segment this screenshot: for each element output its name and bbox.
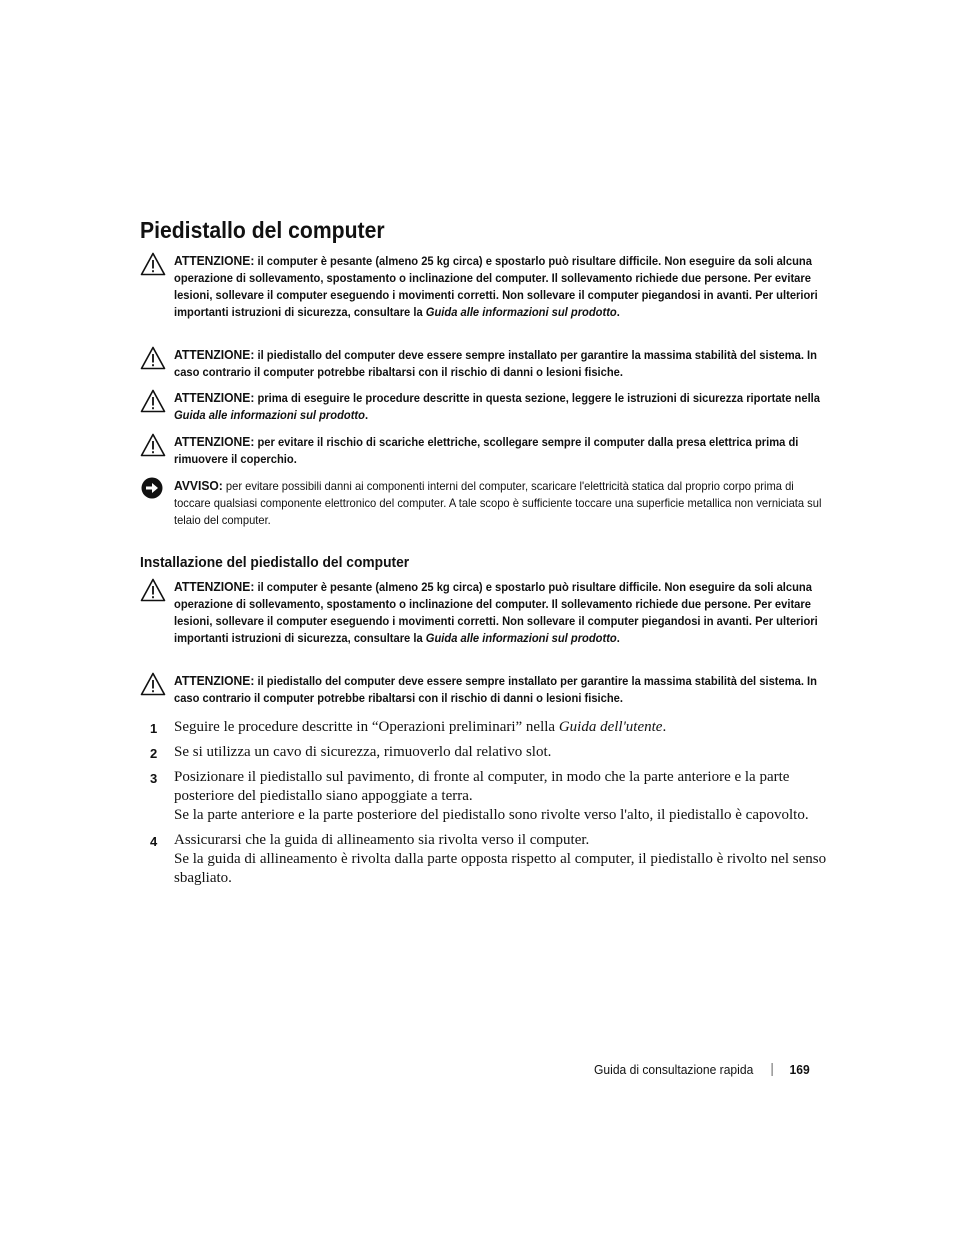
note-reference: Guida alle informazioni sul prodotto [425,631,617,645]
note-label: ATTENZIONE: [174,347,255,362]
note-text: ATTENZIONE: il computer è pesante (almeno 25 kg circa) e spostarlo può risultare difficile. Non eseguire da soli alcuna operazione di sollevamento, spostamento o inclinazione del computer. Il sollevamento richiede due persone. Per evitare lesioni, sollevare il computer eseguendo i movimenti corretti. Non sollevare il computer piegandosi in avanti. Per ulteriori importanti istruzioni di sicurezza, consultare la Guida alle informazioni sul prodotto. [174,253,818,319]
page-footer [594,1061,810,1079]
step-item [140,768,830,825]
step-number: 4 [150,834,158,849]
note-reference: Guida alle informazioni sul prodotto [425,305,617,319]
step-text: Assicurarsi che la guida di allineamento sia rivolta verso il computer. Se la guida di allineamento è rivolta dalla parte opposta rispetto al computer, il piedistallo è rivolto nel senso sbagliato. [174,831,834,888]
step-number: 3 [150,771,158,786]
note-label: ATTENZIONE: [174,434,255,449]
note-label: ATTENZIONE: [174,579,255,594]
footer-divider [772,1063,773,1076]
warning-triangle-icon [140,252,166,276]
warning-triangle-icon [140,433,166,457]
step-item [140,831,830,888]
note-text [174,346,825,381]
warning-triangle-icon [140,346,166,370]
step-detail: Se la parte anteriore e la parte posteriore del piedistallo sono rivolte verso l'alto, il piedistallo è capovolto. [174,807,809,823]
notice-arrow-icon [140,477,166,501]
note-text [174,433,825,468]
warning-note-weight-section [140,578,830,647]
note-body: prima di eseguire le procedure descritte in questa sezione, leggere le istruzioni di sicurezza riportate nella [257,391,821,405]
step-number: 1 [150,721,158,736]
note-body: il computer è pesante (almeno 25 kg circa) e spostarlo può risultare difficile. Non eseguire da soli alcuna operazione di sollevamento, spostamento o inclinazione del computer. Il sollevamento richiede due persone. Per evitare lesioni, sollevare il computer eseguendo i movimenti corretti. Non sollevare il computer piegandosi in avanti. Per ulteriori importanti istruzioni di sicurezza, consultare la [174,580,818,645]
footer-guide-title: Guida di consultazione rapida [594,1062,754,1077]
warning-triangle-icon [140,389,166,413]
page-number: 169 [789,1062,810,1077]
step-text: Se si utilizza un cavo di sicurezza, rimuoverlo dal relativo slot. [174,744,552,760]
note-text: ATTENZIONE: prima di eseguire le procedure descritte in questa sezione, leggere le istruzioni di sicurezza riportate nella Guida alle informazioni sul prodotto. [174,390,821,422]
step-detail: Se la guida di allineamento è rivolta dalla parte opposta rispetto al computer, il piedistallo è rivolto nel senso sbagliato. [174,851,827,886]
note-text [174,672,825,707]
note-body: il piedistallo del computer deve essere sempre installato per garantire la massima stabilità del sistema. In caso contrario il computer potrebbe ribaltarsi con il rischio di danni o lesioni fisiche. [174,674,817,705]
note-label: ATTENZIONE: [174,673,255,688]
note-text [174,477,825,529]
section-heading: Installazione del piedistallo del computer [140,554,410,571]
note-body: il computer è pesante (almeno 25 kg circa) e spostarlo può risultare difficile. Non eseguire da soli alcuna operazione di sollevamento, spostamento o inclinazione del computer. Il sollevamento richiede due persone. Per evitare lesioni, sollevare il computer eseguendo i movimenti corretti. Non sollevare il computer piegandosi in avanti. Per ulteriori importanti istruzioni di sicurezza, consultare la [174,254,818,319]
warning-note-electric [140,433,830,468]
step-number: 2 [150,746,158,761]
note-body: il piedistallo del computer deve essere sempre installato per garantire la massima stabilità del sistema. In caso contrario il computer potrebbe ribaltarsi con il rischio di danni o lesioni fisiche. [174,348,817,379]
note-body: per evitare possibili danni ai componenti interni del computer, scaricare l'elettricità statica dal proprio corpo prima di toccare qualsiasi componente elettronico del computer. A tale scopo è sufficiente toccare una superficie metallica non verniciata sul telaio del computer. [174,479,822,527]
warning-note-weight [140,252,830,321]
step-text: Posizionare il piedistallo sul pavimento, di fronte al computer, in modo che la parte anteriore e la parte posteriore del piedistallo siano appoggiate a terra. Se la parte anteriore e la parte posteriore del piedistallo sono rivolte verso l'alto, il piedistallo è capovolto. [174,768,834,825]
warning-triangle-icon [140,672,166,696]
step-reference: Guida dell'utente [558,719,663,735]
note-reference: Guida alle informazioni sul prodotto [174,408,365,422]
note-text: ATTENZIONE: il computer è pesante (almeno 25 kg circa) e spostarlo può risultare difficile. Non eseguire da soli alcuna operazione di sollevamento, spostamento o inclinazione del computer. Il sollevamento richiede due persone. Per evitare lesioni, sollevare il computer eseguendo i movimenti corretti. Non sollevare il computer piegandosi in avanti. Per ulteriori importanti istruzioni di sicurezza, consultare la Guida alle informazioni sul prodotto. [174,579,818,645]
warning-note-safety [140,389,830,424]
step-item [140,718,830,737]
step-text: Seguire le procedure descritte in “Operazioni preliminari” nella Guida dell'utente. [174,719,667,735]
notice-note-static [140,477,830,529]
warning-triangle-icon [140,578,166,602]
warning-note-stability [140,346,830,381]
warning-note-stability-section [140,672,830,707]
step-item [140,743,830,762]
note-label: AVVISO: [174,478,223,493]
procedure-steps [140,718,830,894]
note-label: ATTENZIONE: [174,390,255,405]
note-label: ATTENZIONE: [174,253,255,268]
note-body: per evitare il rischio di scariche elettriche, scollegare sempre il computer dalla presa elettrica prima di rimuovere il coperchio. [174,435,799,466]
page-title: Piedistallo del computer [140,217,385,243]
